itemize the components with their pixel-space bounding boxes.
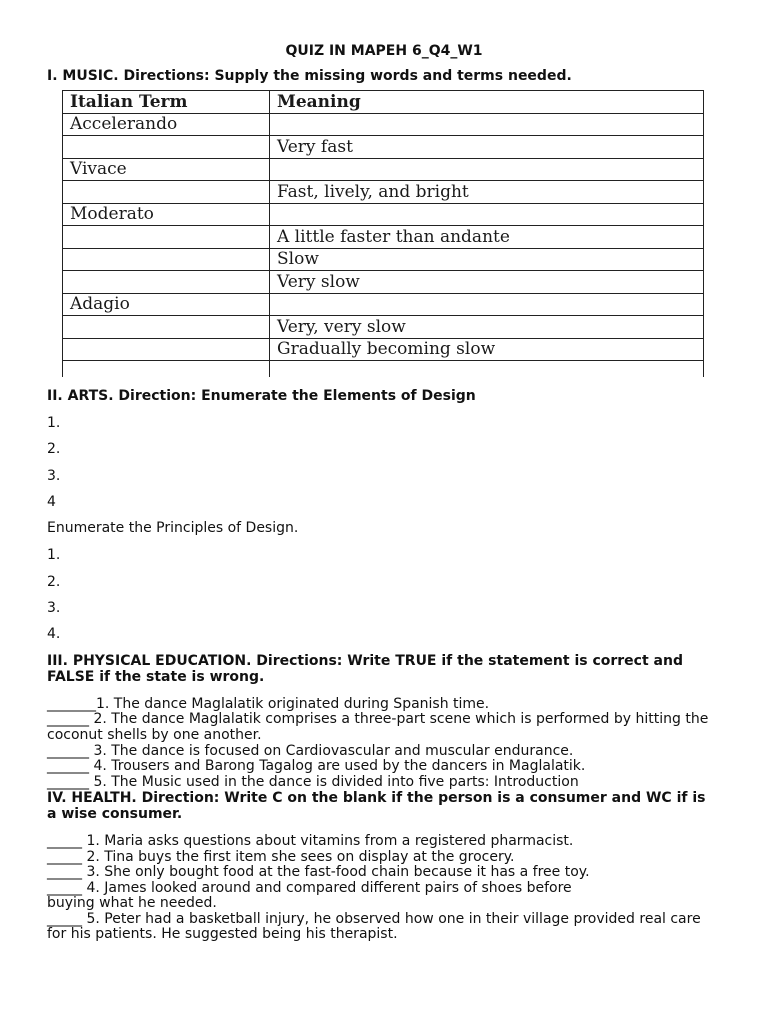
term-cell	[63, 248, 270, 271]
meaning-cell: Gradually becoming slow	[270, 338, 704, 361]
table-row-cut-off	[63, 361, 704, 378]
principles-item-2: 2.	[47, 574, 61, 590]
table-row	[63, 338, 704, 361]
music-heading: I. MUSIC. Directions: Supply the missing words and terms needed.	[47, 68, 572, 84]
health-item-4-continued: buying what he needed.	[47, 895, 217, 911]
quiz-title: QUIZ IN MAPEH 6_Q4_W1	[285, 43, 483, 59]
header-italian-term: Italian Term	[63, 91, 270, 114]
pe-item-1: _______1. The dance Maglalatik originated during Spanish time.	[47, 696, 490, 712]
health-item-5-continued: for his patients. He suggested being his therapist.	[47, 926, 398, 942]
meaning-cell	[270, 361, 704, 378]
health-item-4: _____ 4. James looked around and compared different pairs of shoes before	[47, 880, 572, 896]
table-row	[63, 271, 704, 294]
meaning-cell: A little faster than andante	[270, 226, 704, 249]
pe-heading-line-2: FALSE if the state is wrong.	[47, 669, 265, 685]
term-cell	[63, 181, 270, 204]
arts-heading: II. ARTS. Direction: Enumerate the Elements of Design	[47, 388, 476, 404]
health-item-5: _____ 5. Peter had a basketball injury, he observed how one in their village provided real care	[47, 911, 701, 927]
meaning-cell	[270, 158, 704, 181]
meaning-cell	[270, 203, 704, 226]
term-cell: Moderato	[63, 203, 270, 226]
table-row	[63, 203, 704, 226]
meaning-cell: Very slow	[270, 271, 704, 294]
health-item-3: _____ 3. She only bought food at the fast-food chain because it has a free toy.	[47, 864, 590, 880]
term-cell	[63, 271, 270, 294]
table-header-row	[63, 91, 704, 114]
term-cell	[63, 361, 270, 378]
term-cell	[63, 316, 270, 339]
italian-terms-table-container	[62, 90, 706, 377]
principles-item-3: 3.	[47, 600, 61, 616]
pe-item-2-continued: coconut shells by one another.	[47, 727, 262, 743]
pe-item-3: ______ 3. The dance is focused on Cardiovascular and muscular endurance.	[47, 743, 574, 759]
health-heading-line-2: a wise consumer.	[47, 806, 183, 822]
pe-heading-line-1: III. PHYSICAL EDUCATION. Directions: Write TRUE if the statement is correct and	[47, 653, 683, 669]
meaning-cell	[270, 293, 704, 316]
header-meaning: Meaning	[270, 91, 704, 114]
pe-item-5: ______ 5. The Music used in the dance is divided into five parts: Introduction	[47, 774, 579, 790]
pe-item-4: ______ 4. Trousers and Barong Tagalog are used by the dancers in Maglalatik.	[47, 758, 586, 774]
term-cell: Vivace	[63, 158, 270, 181]
meaning-cell: Slow	[270, 248, 704, 271]
term-cell	[63, 338, 270, 361]
term-cell	[63, 226, 270, 249]
term-cell: Accelerando	[63, 113, 270, 136]
health-item-2: _____ 2. Tina buys the first item she sees on display at the grocery.	[47, 849, 515, 865]
pe-item-2: ______ 2. The dance Maglalatik comprises a three-part scene which is performed by hitting the	[47, 711, 709, 727]
meaning-cell: Very fast	[270, 136, 704, 159]
principles-item-1: 1.	[47, 547, 61, 563]
table-row	[63, 293, 704, 316]
table-row	[63, 226, 704, 249]
meaning-cell: Fast, lively, and bright	[270, 181, 704, 204]
table-row	[63, 136, 704, 159]
term-cell	[63, 136, 270, 159]
table-row	[63, 248, 704, 271]
table-row	[63, 316, 704, 339]
health-item-1: _____ 1. Maria asks questions about vitamins from a registered pharmacist.	[47, 833, 574, 849]
elements-item-1: 1.	[47, 415, 61, 431]
term-cell: Adagio	[63, 293, 270, 316]
principles-item-4: 4.	[47, 626, 61, 642]
principles-heading: Enumerate the Principles of Design.	[47, 520, 299, 536]
table-row	[63, 181, 704, 204]
meaning-cell	[270, 113, 704, 136]
health-heading-line-1: IV. HEALTH. Direction: Write C on the blank if the person is a consumer and WC if is	[47, 790, 706, 806]
elements-item-3: 3.	[47, 468, 61, 484]
table-row	[63, 158, 704, 181]
italian-terms-table	[62, 90, 704, 377]
table-row	[63, 113, 704, 136]
elements-item-2: 2.	[47, 441, 61, 457]
elements-item-4: 4	[47, 494, 56, 510]
meaning-cell: Very, very slow	[270, 316, 704, 339]
